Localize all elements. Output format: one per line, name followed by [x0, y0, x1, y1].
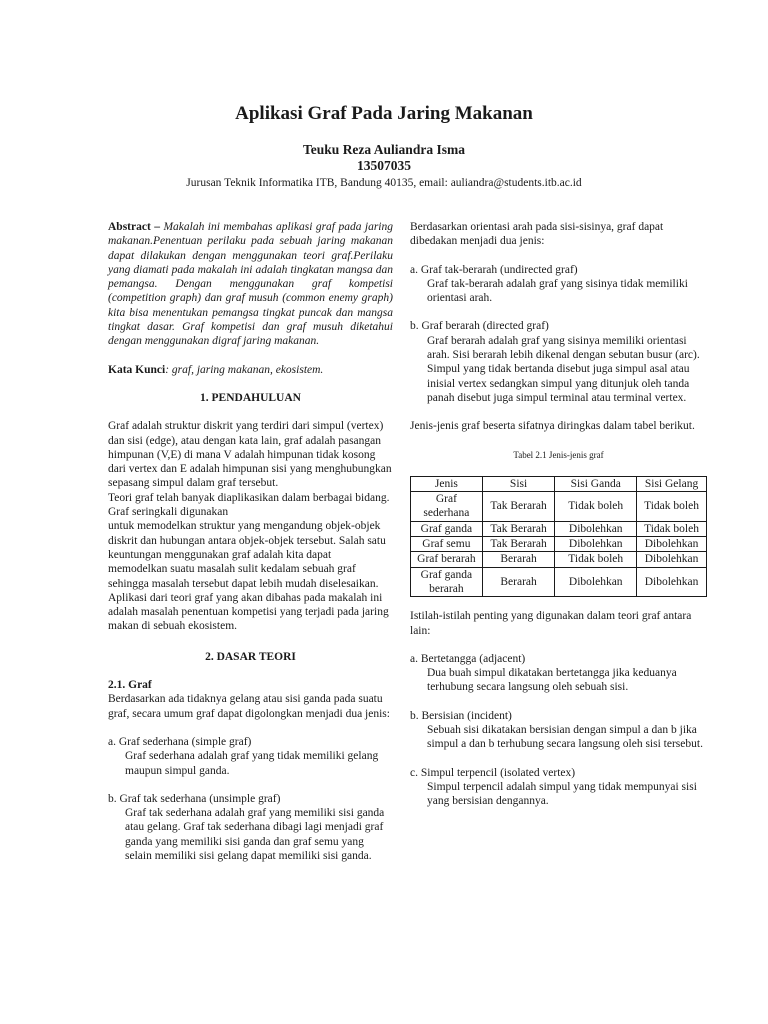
list-item-body: Graf tak-berarah adalah graf yang sisinya tidak memiliki orientasi arah. [427, 277, 688, 305]
list-item-body: Sebuah sisi dikatakan bersisian dengan simpul a dan b jika simpul a dan b terhubung secara langsung oleh sisi tersebut. [427, 724, 703, 751]
table-header-cell: Jenis [411, 476, 483, 491]
list-item-body: Graf berarah adalah graf yang sisinya memiliki orientasi arah. Sisi berarah lebih dikenal dengan sebutan busur (arc). Simpul yang tidak bertanda disebut juga simpul asal atau inisial vertex sedangkan simpul yang ditunjuk oleh tanda panah disebut juga simpul terminal atau terminal vertex. [427, 334, 700, 404]
abstract-label: Abstract – [108, 221, 160, 233]
keywords-text: : graf, jaring makanan, ekosistem. [165, 363, 324, 376]
table-row [411, 521, 707, 536]
table-cell: Dibolehkan [637, 552, 707, 567]
list-item-body: Simpul terpencil adalah simpul yang tidak mempunyai sisi yang bersisian dengannya. [427, 780, 697, 808]
list-item-heading: a. Graf tak-berarah (undirected graf) [410, 263, 578, 276]
list-item-heading: b. Graf tak sederhana (unsimple graf) [108, 792, 281, 805]
paragraph: Berdasarkan orientasi arah pada sisi-sisinya, graf dapat dibedakan menjadi dua jenis: [410, 221, 664, 248]
table-header-cell: Sisi Gelang [637, 476, 707, 491]
table-row [411, 552, 707, 567]
section-1-paragraph-4: Aplikasi dari teori graf yang akan dibahas pada makalah ini adalah masalah penentuan kompetisi yang terjadi pada jaring makan di sebuah ekosistem. [108, 591, 389, 633]
section-2-heading: 2. DASAR TEORI [205, 650, 296, 663]
table-cell: Tidak boleh [555, 492, 637, 522]
table-cell: Berarah [482, 552, 555, 567]
section-1-paragraph-3: untuk memodelkan struktur yang mengandung objek-objek diskrit dan hubungan antara objek-objek tersebut. Salah satu keuntungan menggunakan graf adalah kita dapat memodelkan suatu masalah sulit kedalam sebuah graf sehingga masalah tersebut dapat lebih mudah diselesaikan. [108, 520, 386, 590]
list-item-heading: b. Graf berarah (directed graf) [410, 320, 549, 333]
table-row [411, 537, 707, 552]
table-cell: Dibolehkan [555, 521, 637, 536]
table-cell: Graf semu [411, 537, 483, 552]
table-cell: Graf berarah [411, 552, 483, 567]
table-cell: Berarah [482, 567, 555, 597]
table-cell: Graf ganda [411, 521, 483, 536]
paragraph: Istilah-istilah penting yang digunakan dalam teori graf antara lain: [410, 610, 692, 637]
keywords [108, 363, 393, 377]
abstract [108, 220, 393, 349]
list-item-heading: a. Bertetangga (adjacent) [410, 652, 526, 665]
table-cell: Tak Berarah [482, 521, 555, 536]
table-cell: Tak Berarah [482, 492, 555, 522]
list-item-body: Graf tak sederhana adalah graf yang memiliki sisi ganda atau gelang. Graf tak sederhana dibagi lagi menjadi graf ganda yang memiliki sisi ganda dan graf semu yang selain memiliki sisi gelang dapat memiliki sisi ganda. [125, 807, 385, 862]
left-column [108, 220, 393, 863]
table-cell: Tak Berarah [482, 537, 555, 552]
table-caption: Tabel 2.1 Jenis-jenis graf [513, 449, 604, 460]
table-cell: Dibolehkan [555, 567, 637, 597]
section-1-paragraph-2: Teori graf telah banyak diaplikasikan dalam berbagai bidang. Graf seringkali digunakan [108, 491, 390, 519]
table-cell: Tidak boleh [637, 521, 707, 536]
section-1-heading: 1. PENDAHULUAN [200, 391, 301, 404]
table-cell: Dibolehkan [637, 537, 707, 552]
paper-title: Aplikasi Graf Pada Jaring Makanan [235, 103, 533, 124]
list-item-heading: c. Simpul terpencil (isolated vertex) [410, 766, 576, 779]
table-header-cell: Sisi [482, 476, 555, 491]
subsection-2-1-paragraph: Berdasarkan ada tidaknya gelang atau sisi ganda pada suatu graf, secara umum graf dapat digolongkan menjadi dua jenis: [108, 693, 390, 720]
list-item-body: Dua buah simpul dikatakan bertetangga jika keduanya terhubung secara langsung oleh sebuah sisi. [427, 667, 677, 694]
table-cell: Tidak boleh [637, 492, 707, 522]
section-1-paragraph-1: Graf adalah struktur diskrit yang terdiri dari simpul (vertex) dan sisi (edge), atau dengan kata lain, graf adalah pasangan himpunan (V,E) di mana V adalah himpunan tidak kosong dari vertex dan E adalah himpunan sisi yang menghubungkan sepasang simpul dalam graf tersebut. [108, 420, 392, 490]
author-name: Teuku Reza Auliandra Isma [303, 142, 465, 157]
abstract-text: Makalah ini membahas aplikasi graf pada jaring makanan.Penentuan perilaku pada sebuah jaring makanan dapat dilakukan dengan menggunakan teori graf.Perilaku yang diamati pada makalah ini adalah tingkatan mangsa dan pemangsa. Dengan menggunakan graf kompetisi (competition graph) dan graf musuh (common enemy graph) kita bisa menentukan pemangsa tingkat puncak dan mangsa tingkat dasar. Graf kompetisi dan graf musuh diketahui dengan menggunakan digraf jaring makanan. [108, 221, 393, 348]
right-column [410, 220, 707, 809]
table-row [411, 492, 707, 522]
student-id: 13507035 [357, 158, 411, 173]
list-item-heading: b. Bersisian (incident) [410, 709, 512, 722]
table-row [411, 567, 707, 597]
table-header-cell: Sisi Ganda [555, 476, 637, 491]
keywords-label: Kata Kunci [108, 363, 166, 376]
graph-types-table [410, 476, 707, 597]
table-cell: Graf ganda berarah [411, 567, 483, 597]
subsection-2-1-heading: 2.1. Graf [108, 679, 152, 692]
affiliation: Jurusan Teknik Informatika ITB, Bandung 40135, email: auliandra@students.itb.ac.id [186, 177, 582, 189]
list-item-heading: a. Graf sederhana (simple graf) [108, 735, 252, 748]
table-cell: Dibolehkan [555, 537, 637, 552]
paragraph: Jenis-jenis graf beserta sifatnya diringkas dalam tabel berikut. [410, 420, 695, 433]
list-item-body: Graf sederhana adalah graf yang tidak memiliki gelang maupun simpul ganda. [125, 750, 379, 777]
table-cell: Dibolehkan [637, 567, 707, 597]
table-header-row [411, 476, 707, 491]
table-cell: Tidak boleh [555, 552, 637, 567]
table-cell: Graf sederhana [411, 492, 483, 522]
